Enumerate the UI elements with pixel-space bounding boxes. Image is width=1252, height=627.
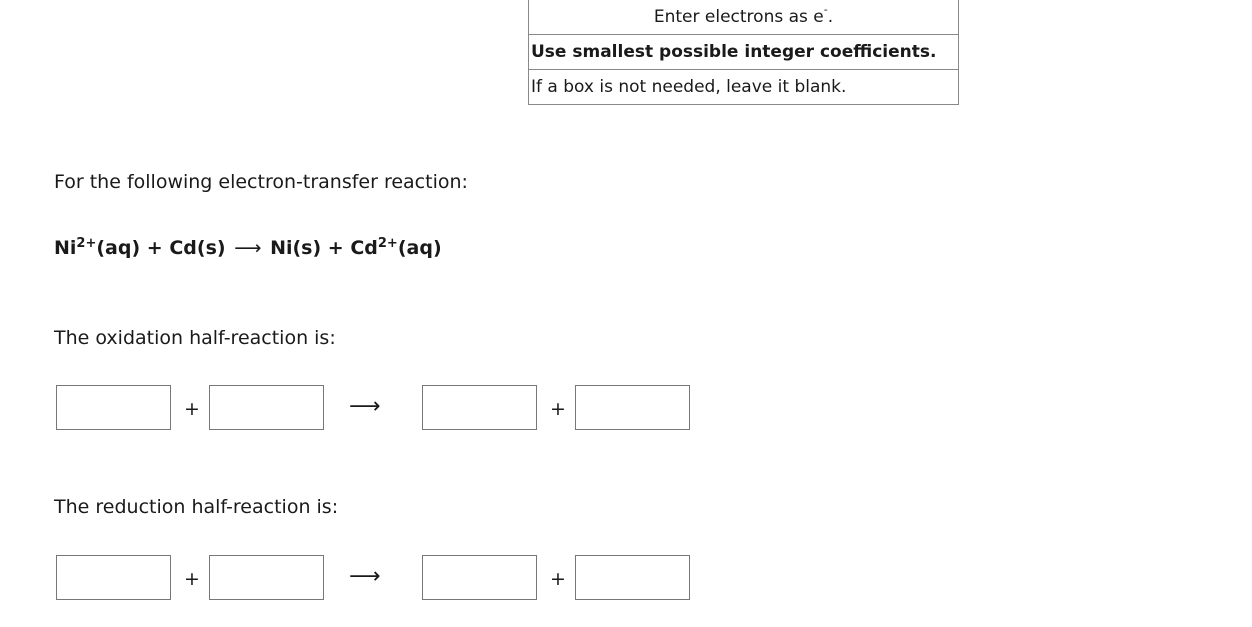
instructions-table xyxy=(528,0,959,105)
oxidation-label: The oxidation half-reaction is: xyxy=(54,327,336,349)
reduction-product-1-input[interactable] xyxy=(422,555,537,600)
reaction-arrow-icon: ⟶ xyxy=(234,237,262,259)
oxidation-arrow-icon: ⟶ xyxy=(349,394,381,419)
reduction-plus-right: + xyxy=(550,568,566,590)
question-intro: For the following electron-transfer reaction: xyxy=(54,171,468,193)
oxidation-product-1-input[interactable] xyxy=(422,385,537,430)
oxidation-plus-right: + xyxy=(550,398,566,420)
oxidation-plus-left: + xyxy=(184,398,200,420)
reduction-label: The reduction half-reaction is: xyxy=(54,496,339,518)
reduction-product-2-input[interactable] xyxy=(575,555,690,600)
oxidation-reactant-2-input[interactable] xyxy=(209,385,324,430)
oxidation-reactant-1-input[interactable] xyxy=(56,385,171,430)
reaction-equation: $Ni^{2+}(aq) + Cd(s)$ ⟶ $Ni(s) + Cd^{2+}(aq)$ xyxy=(54,236,442,259)
blank-box-instruction: If a box is not needed, leave it blank. xyxy=(529,69,958,104)
reduction-arrow-icon: ⟶ xyxy=(349,564,381,589)
reduction-reactant-1-input[interactable] xyxy=(56,555,171,600)
electrons-instruction: Enter electrons as e-. xyxy=(653,3,834,27)
reduction-plus-left: + xyxy=(184,568,200,590)
oxidation-product-2-input[interactable] xyxy=(575,385,690,430)
reduction-reactant-2-input[interactable] xyxy=(209,555,324,600)
coefficients-instruction: Use smallest possible integer coefficients. xyxy=(529,34,958,69)
